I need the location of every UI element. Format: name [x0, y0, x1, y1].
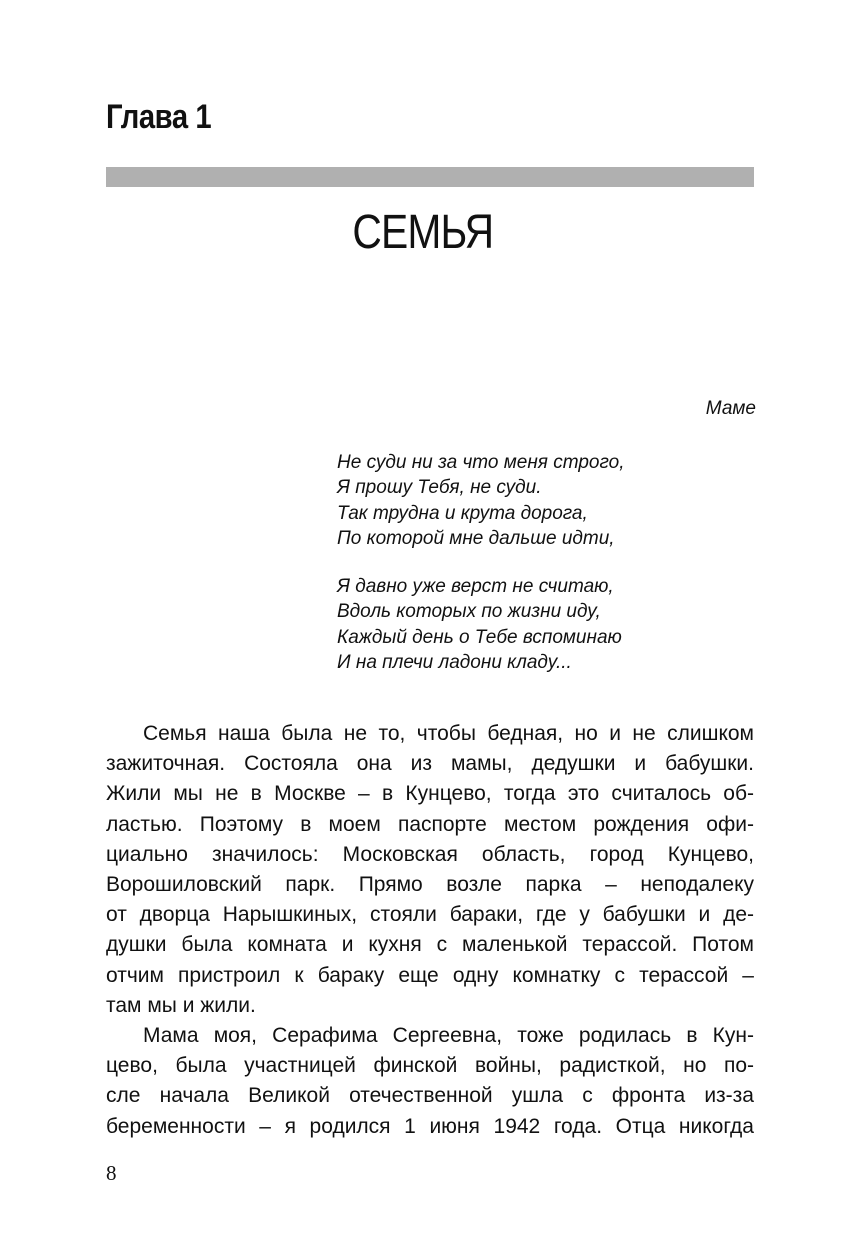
- epigraph-dedication: Маме: [705, 398, 756, 419]
- text-line: отчим пристроил к бараку еще одну комнатку с терассой –: [106, 963, 754, 987]
- poem-line: Каждый день о Тебе вспоминаю: [337, 626, 622, 648]
- poem-line: Не суди ни за что меня строго,: [337, 452, 625, 473]
- text-line: беременности – я родился 1 июня 1942 года. Отца никогда: [106, 1114, 754, 1138]
- text-line: Семья наша была не то, чтобы бедная, но и не слишком: [143, 722, 754, 745]
- body-text: [106, 719, 754, 1142]
- chapter-title: [0, 205, 845, 260]
- poem-stanza: [337, 450, 625, 551]
- text-line: душки была комната и кухня с маленькой терассой. Потом: [106, 933, 754, 957]
- paragraph: [106, 719, 754, 1021]
- text-line: Мама моя, Серафима Сергеевна, тоже родилась в Кун-: [143, 1024, 754, 1048]
- page-number: 8: [106, 1161, 117, 1185]
- text-line: ластью. Поэтому в моем паспорте местом рождения офи-: [106, 812, 754, 836]
- paragraph: [106, 1021, 754, 1142]
- poem-line: Я давно уже верст не считаю,: [337, 576, 614, 598]
- poem-line: И на плечи ладони кладу...: [337, 652, 572, 674]
- poem-line: Так трудна и крута дорога,: [337, 502, 588, 524]
- text-line: зажиточная. Состояла она из мамы, дедушки и бабушки.: [106, 752, 754, 776]
- chapter-divider-bar: [106, 167, 754, 187]
- text-line: от дворца Нарышкиных, стояли бараки, где у бабушки и де-: [106, 903, 754, 927]
- chapter-title-text: СЕМЬЯ: [352, 206, 493, 259]
- text-line: сле начала Великой отечественной ушла с фронта из-за: [106, 1084, 754, 1108]
- chapter-label: Глава 1: [106, 98, 212, 136]
- poem-line: По которой мне дальше идти,: [337, 527, 615, 549]
- poem-stanza: [337, 574, 625, 675]
- text-line: там мы и жили.: [106, 993, 256, 1017]
- poem-line: Я прошу Тебя, не суди.: [337, 477, 542, 499]
- text-line: цево, была участницей финской войны, радисткой, но по-: [106, 1054, 754, 1078]
- text-line: циально значилось: Московская область, город Кунцево,: [106, 842, 754, 866]
- text-line: Ворошиловский парк. Прямо возле парка – неподалеку: [106, 873, 754, 897]
- epigraph-poem: [337, 450, 625, 698]
- text-line: Жили мы не в Москве – в Кунцево, тогда это считалось об-: [106, 782, 754, 806]
- poem-line: Вдоль которых по жизни иду,: [337, 601, 601, 623]
